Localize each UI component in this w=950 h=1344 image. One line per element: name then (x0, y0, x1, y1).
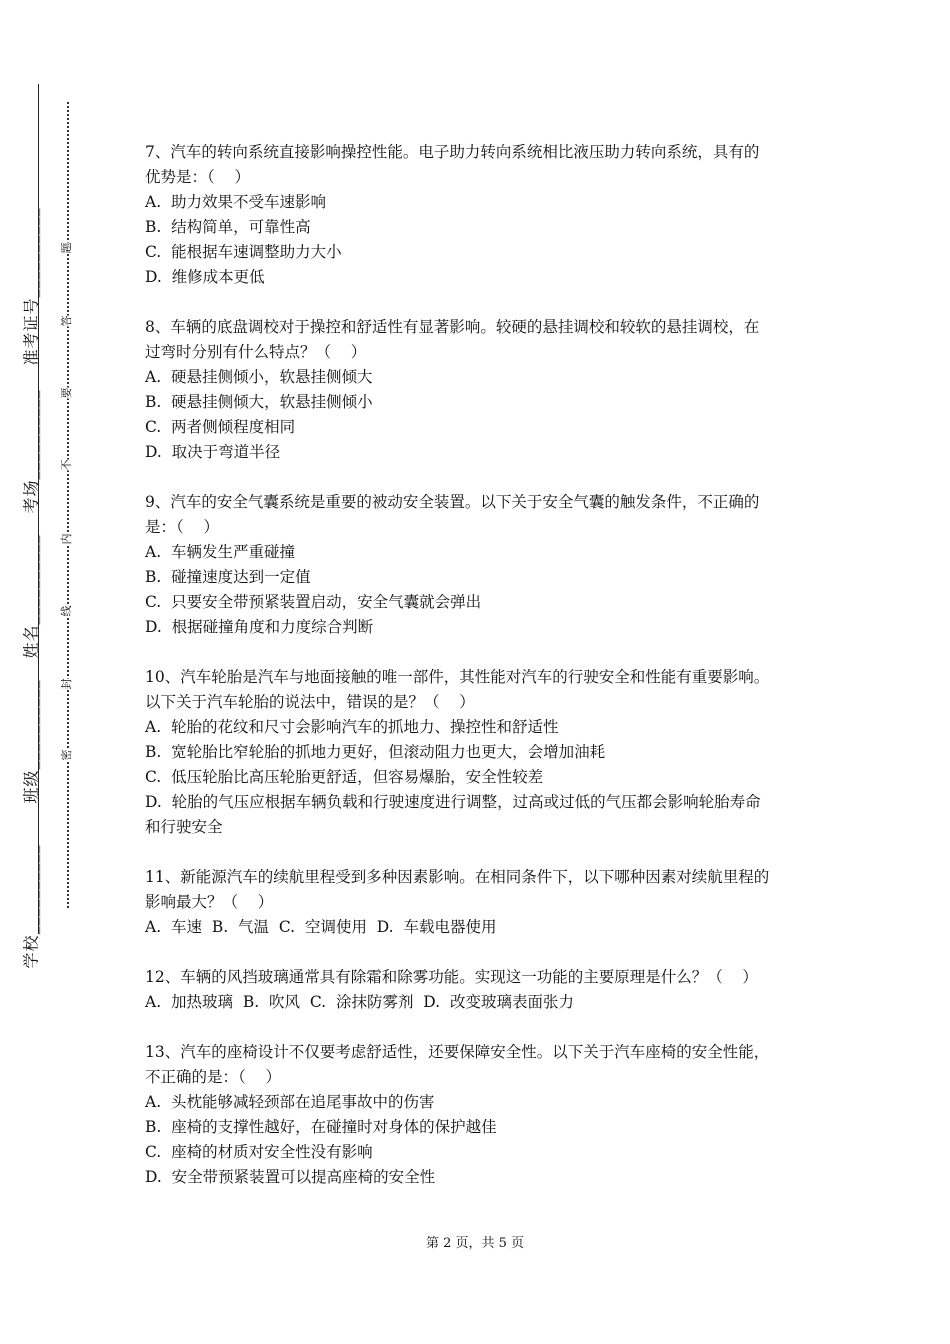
option-a: A. 头枕能够减轻颈部在追尾事故中的伤害 (145, 1093, 435, 1111)
option-a: A. 轮胎的花纹和尺寸会影响汽车的抓地力、操控性和舒适性 (145, 718, 559, 736)
option-b: B. 宽轮胎比窄轮胎的抓地力更好，但滚动阻力也更大，会增加油耗 (145, 743, 606, 761)
name-field (19, 534, 42, 658)
question-stem: 8、车辆的底盘调校对于操控和舒适性有显著影响。较硬的悬挂调校和较软的悬挂调校，在 (145, 318, 760, 336)
option-c: C. 两者侧倾程度相同 (145, 418, 296, 436)
question-12 (145, 965, 810, 1015)
seal-dotted-line (67, 102, 69, 908)
class-blank: __________ (21, 679, 41, 770)
exam-room-field (19, 389, 42, 513)
options-inline: A. 车速 B. 气温 C. 空调使用 D. 车载电器使用 (145, 918, 497, 936)
question-10 (145, 665, 810, 840)
option-d: D. 轮胎的气压应根据车辆负载和行驶速度进行调整，过高或过低的气压都会影响轮胎寿命 (145, 793, 761, 811)
option-c: C. 能根据车速调整助力大小 (145, 243, 342, 261)
school-blank: __________ (21, 844, 41, 935)
question-stem: 影响最大？（ ） (145, 893, 274, 911)
ticket-number-field (19, 207, 42, 365)
name-label: 姓名 (21, 624, 41, 659)
question-stem: 是：（ ） (145, 518, 219, 536)
option-a: A. 硬悬挂侧倾小，软悬挂侧倾大 (145, 368, 373, 386)
question-list (145, 140, 810, 1215)
question-stem: 优势是：（ ） (145, 168, 250, 186)
question-13 (145, 1040, 810, 1190)
name-blank: __________ (21, 534, 41, 625)
question-stem: 13、汽车的座椅设计不仅要考虑舒适性，还要保障安全性。以下关于汽车座椅的安全性能， (145, 1043, 770, 1061)
question-9 (145, 490, 810, 640)
question-stem: 过弯时分别有什么特点？（ ） (145, 343, 367, 361)
option-b: B. 结构简单，可靠性高 (145, 218, 311, 236)
seal-char: 内 (60, 533, 73, 545)
question-stem: 7、汽车的转向系统直接影响操控性能。电子助力转向系统相比液压助力转向系统，具有的 (145, 143, 760, 161)
option-d-continued: 和行驶安全 (145, 818, 223, 836)
seal-char: 不 (60, 459, 73, 471)
option-b: B. 硬悬挂侧倾大，软悬挂侧倾小 (145, 393, 373, 411)
option-c: C. 只要安全带预紧装置启动，安全气囊就会弹出 (145, 593, 482, 611)
exam-room-blank: __________ (21, 389, 41, 480)
seal-char: 密 (60, 749, 73, 761)
question-stem: 11、新能源汽车的续航里程受到多种因素影响。在相同条件下，以下哪种因素对续航里程的 (145, 868, 770, 886)
option-c: C. 座椅的材质对安全性没有影响 (145, 1143, 373, 1161)
class-label: 班级 (21, 769, 41, 804)
option-b: B. 碰撞速度达到一定值 (145, 568, 311, 586)
page-number: 第 2 页，共 5 页 (425, 1236, 525, 1251)
option-a: A. 车辆发生严重碰撞 (145, 543, 295, 561)
seal-char: 封 (60, 678, 73, 690)
school-label: 学校 (21, 934, 41, 969)
binding-margin (0, 0, 120, 1344)
options-inline: A. 加热玻璃 B. 吹风 C. 涂抹防雾剂 D. 改变玻璃表面张力 (145, 993, 574, 1011)
question-8 (145, 315, 810, 465)
ticket-number-label: 准考证号 (21, 297, 41, 366)
option-c: C. 低压轮胎比高压轮胎更舒适，但容易爆胎，安全性较差 (145, 768, 544, 786)
seal-char: 答 (60, 315, 73, 327)
option-a: A. 助力效果不受车速影响 (145, 193, 326, 211)
question-stem: 9、汽车的安全气囊系统是重要的被动安全装置。以下关于安全气囊的触发条件，不正确的 (145, 493, 760, 511)
seal-char: 题 (60, 242, 73, 254)
question-stem: 10、汽车轮胎是汽车与地面接触的唯一部件，其性能对汽车的行驶安全和性能有重要影响。 (145, 668, 770, 686)
option-d: D. 取决于弯道半径 (145, 443, 281, 461)
option-b: B. 座椅的支撑性越好，在碰撞时对身体的保护越佳 (145, 1118, 497, 1136)
question-stem: 12、车辆的风挡玻璃通常具有除霜和除雾功能。实现这一功能的主要原理是什么？（ ） (145, 968, 758, 986)
option-d: D. 根据碰撞角度和力度综合判断 (145, 618, 374, 636)
exam-room-label: 考场 (21, 479, 41, 514)
question-stem: 以下关于汽车轮胎的说法中，错误的是？（ ） (145, 693, 475, 711)
seal-char: 要 (60, 387, 73, 399)
question-11 (145, 865, 810, 940)
seal-char: 线 (60, 605, 73, 617)
school-field (19, 844, 42, 968)
question-7 (145, 140, 810, 290)
option-d: D. 安全带预紧装置可以提高座椅的安全性 (145, 1168, 436, 1186)
option-d: D. 维修成本更低 (145, 268, 265, 286)
class-field (19, 679, 42, 803)
question-stem: 不正确的是：（ ） (145, 1068, 281, 1086)
ticket-number-blank: __________ (21, 207, 41, 298)
